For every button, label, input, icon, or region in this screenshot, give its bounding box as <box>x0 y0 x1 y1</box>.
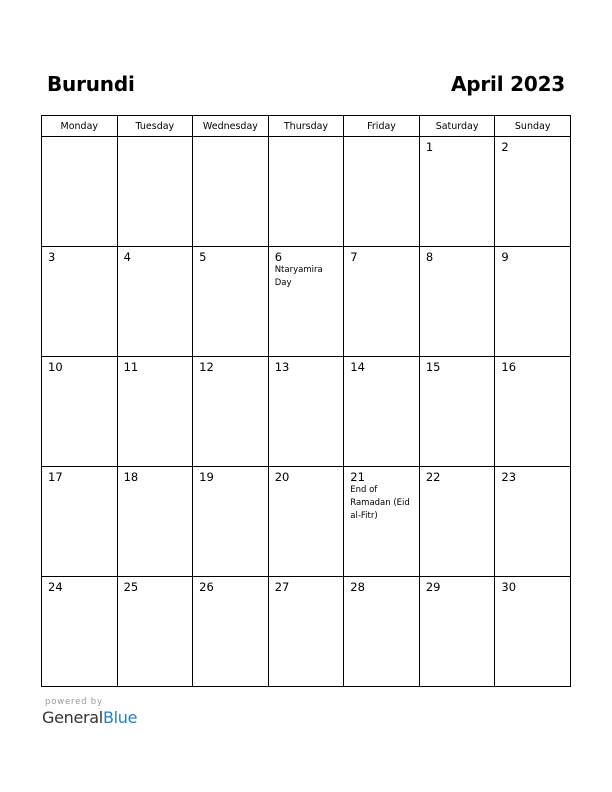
day-number <box>118 137 193 140</box>
day-cell <box>419 247 495 357</box>
day-number <box>269 137 344 140</box>
day-cell <box>344 577 420 687</box>
day-number: 19 <box>199 470 214 484</box>
week-row <box>42 137 571 247</box>
week-row <box>42 247 571 357</box>
day-number: 6 <box>274 250 283 264</box>
day-number: 8 <box>425 250 434 264</box>
day-number: 5 <box>199 250 207 264</box>
day-cell <box>268 467 344 577</box>
day-cell <box>117 247 193 357</box>
day-number: 7 <box>350 250 358 264</box>
day-cell <box>495 577 571 687</box>
week-row <box>42 467 571 577</box>
day-number: 26 <box>199 580 214 594</box>
day-number: 4 <box>123 250 131 264</box>
holiday-label: End of Ramadan (Eid al-Fitr) <box>350 485 410 521</box>
day-cell <box>42 577 118 687</box>
day-number: 21 <box>350 470 365 484</box>
day-cell <box>419 137 495 247</box>
day-number: 23 <box>501 470 517 484</box>
week-row <box>42 577 571 687</box>
holiday-label: Ntaryamira Day <box>274 265 323 288</box>
generalblue-logo <box>42 708 137 728</box>
day-number: 17 <box>48 470 63 484</box>
weekday-header: Sunday <box>495 116 571 137</box>
weekday-header: Thursday <box>268 116 344 137</box>
day-number: 25 <box>123 580 139 594</box>
day-cell <box>268 137 344 247</box>
day-number: 29 <box>425 580 441 594</box>
day-cell <box>344 467 420 577</box>
calendar-grid <box>41 115 571 687</box>
weekday-header: Friday <box>344 116 420 137</box>
day-number: 16 <box>501 360 517 374</box>
day-cell <box>344 247 420 357</box>
weekday-header: Monday <box>42 116 118 137</box>
day-number: 22 <box>425 470 441 484</box>
day-cell <box>117 577 193 687</box>
weekday-header: Wednesday <box>193 116 269 137</box>
day-cell <box>344 357 420 467</box>
day-cell <box>117 357 193 467</box>
day-cell <box>117 137 193 247</box>
day-cell <box>42 467 118 577</box>
day-number: 20 <box>274 470 290 484</box>
weekday-header-row <box>42 116 571 137</box>
footer-branding <box>42 697 137 728</box>
day-number: 3 <box>48 250 56 264</box>
week-row <box>42 357 571 467</box>
month-year-title: April 2023 <box>451 72 565 96</box>
day-number: 13 <box>274 360 290 374</box>
day-cell <box>42 137 118 247</box>
day-cell <box>42 247 118 357</box>
weekday-header: Saturday <box>419 116 495 137</box>
logo-general-text: General <box>42 708 103 727</box>
day-cell <box>495 357 571 467</box>
powered-by-text: powered by <box>45 697 103 707</box>
day-number: 12 <box>199 360 214 374</box>
day-cell <box>419 577 495 687</box>
day-number: 9 <box>501 250 509 264</box>
day-cell <box>495 137 571 247</box>
day-number: 28 <box>350 580 365 594</box>
day-number: 10 <box>48 360 63 374</box>
day-number: 24 <box>48 580 63 594</box>
day-cell <box>495 247 571 357</box>
day-number: 14 <box>350 360 365 374</box>
day-number: 18 <box>123 470 139 484</box>
day-cell <box>193 137 269 247</box>
day-number: 27 <box>274 580 290 594</box>
day-cell <box>268 247 344 357</box>
day-number: 1 <box>425 140 434 154</box>
day-number <box>344 137 419 140</box>
country-title: Burundi <box>47 72 135 96</box>
day-number <box>193 137 268 140</box>
day-number: 30 <box>501 580 517 594</box>
day-cell <box>495 467 571 577</box>
day-number <box>42 137 117 140</box>
day-cell <box>268 577 344 687</box>
day-cell <box>193 577 269 687</box>
day-cell <box>419 467 495 577</box>
day-cell <box>268 357 344 467</box>
day-cell <box>42 357 118 467</box>
day-number: 2 <box>501 140 509 154</box>
logo-blue-text: Blue <box>102 708 138 727</box>
day-cell <box>344 137 420 247</box>
day-number: 11 <box>123 360 139 374</box>
day-cell <box>193 357 269 467</box>
day-cell <box>117 467 193 577</box>
weekday-header: Tuesday <box>117 116 193 137</box>
day-cell <box>193 467 269 577</box>
day-number: 15 <box>425 360 441 374</box>
day-cell <box>419 357 495 467</box>
day-cell <box>193 247 269 357</box>
